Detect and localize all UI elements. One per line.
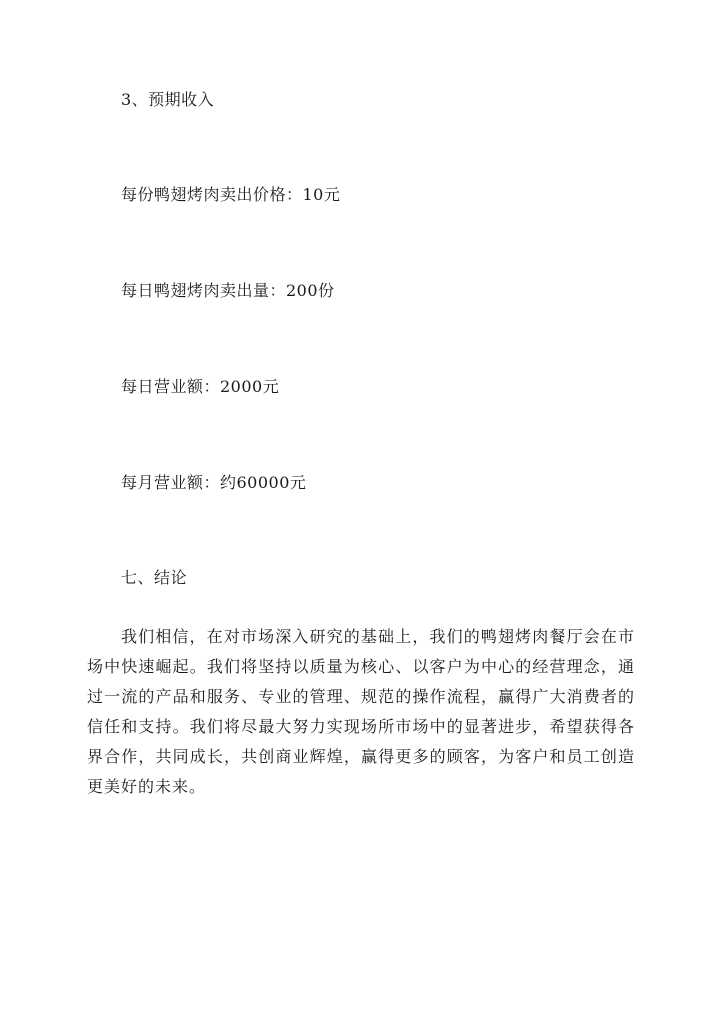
section-3-heading: 3、预期收入	[121, 90, 215, 109]
monthly-revenue: 每月营业额：约60000元	[121, 473, 307, 492]
conclusion-paragraph: 我们相信，在对市场深入研究的基础上，我们的鸭翅烤肉餐厅会在市场中快速崛起。我们将坚持以质量为核心、以客户为中心的经营理念，通过一流的产品和服务、专业的管理、规范的操作流程，赢得广大消费者的信任和支持。我们将尽最大努力实现场所市场中的显著进步，希望获得各界合作，共同成长，共创商业辉煌，赢得更多的顾客，为客户和员工创造更美好的未来。	[87, 627, 635, 796]
daily-sales-volume: 每日鸭翅烤肉卖出量：200份	[121, 281, 335, 300]
price-per-portion: 每份鸭翅烤肉卖出价格：10元	[121, 185, 341, 204]
daily-revenue: 每日营业额：2000元	[121, 377, 280, 396]
section-7-heading: 七、结论	[121, 568, 188, 587]
